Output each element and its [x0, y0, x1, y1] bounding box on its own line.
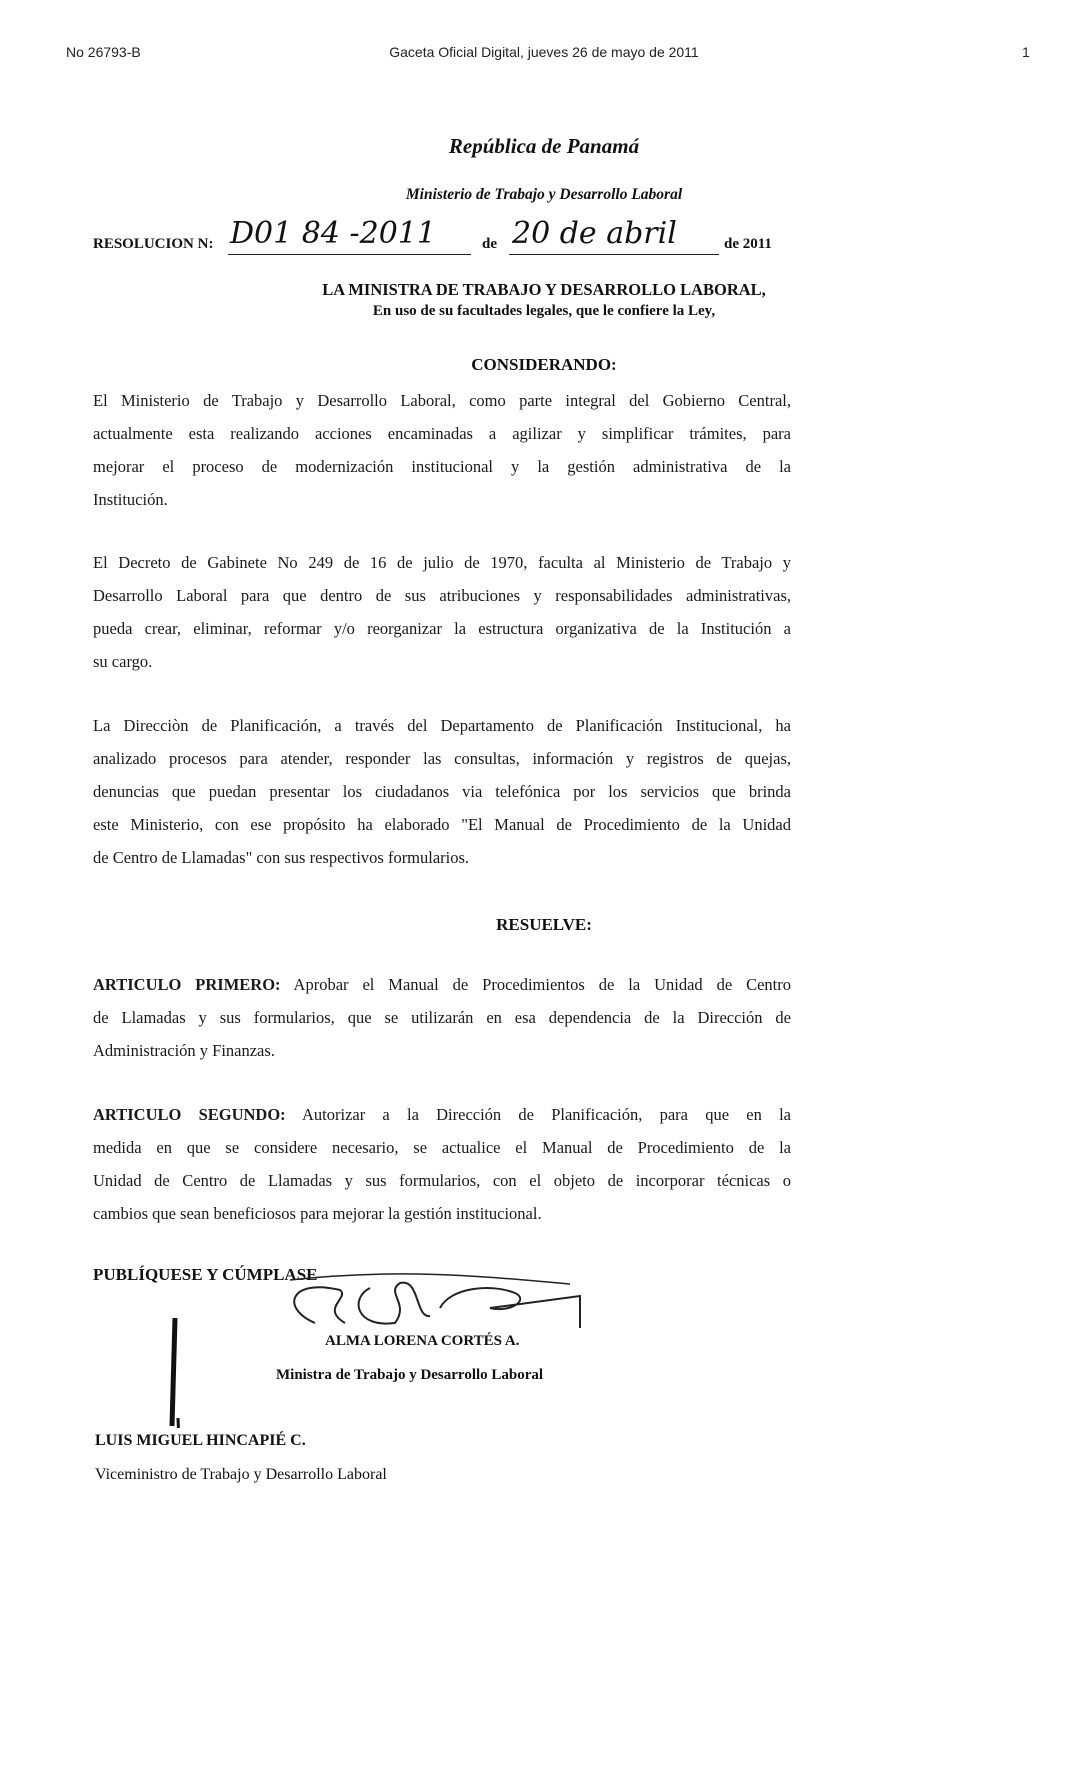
header-page-number: 1 [1022, 44, 1030, 60]
considerando-paragraph-2 [93, 546, 791, 678]
text-line: Desarrollo Laboral para que dentro de sus atribuciones y responsabilidades administrativas, [93, 586, 791, 605]
text-line: cambios que sean beneficiosos para mejorar la gestión institucional. [93, 1204, 542, 1223]
document-title: República de Panamá [448, 134, 640, 158]
resolution-year: de 2011 [724, 236, 772, 252]
resuelve-heading: RESUELVE: [496, 915, 592, 934]
text-line: mejorar el proceso de modernización institucional y la gestión administrativa de la [93, 457, 791, 476]
text-line: este Ministerio, con ese propósito ha elaborado "El Manual de Procedimiento de la Unidad [93, 815, 791, 834]
text-line: medida en que se considere necesario, se actualice el Manual de Procedimiento de la [93, 1138, 791, 1157]
signatory2-name: LUIS MIGUEL HINCAPIÉ C. [95, 1432, 306, 1449]
considerando-paragraph-3 [93, 709, 791, 874]
text-line: Unidad de Centro de Llamadas y sus formularios, con el objeto de incorporar técnicas o [93, 1171, 791, 1190]
text-line: su cargo. [93, 652, 153, 671]
resolution-date: 20 de abril [512, 216, 677, 251]
text-line: de Llamadas y sus formularios, que se utilizarán en esa dependencia de la Dirección de [93, 1008, 791, 1027]
resolution-number: D01 84 -2011 [230, 216, 436, 251]
article-label: ARTICULO SEGUNDO: [93, 1105, 286, 1124]
text-line: Administración y Finanzas. [93, 1041, 275, 1060]
signatory1-title: Ministra de Trabajo y Desarrollo Laboral [276, 1367, 544, 1383]
text-line: El Decreto de Gabinete No 249 de 16 de julio de 1970, faculta al Ministerio de Trabajo y [93, 553, 791, 572]
article-primero [93, 968, 791, 1067]
header-left: No 26793-B [66, 44, 141, 60]
text-line: ARTICULO PRIMERO: Aprobar el Manual de Procedimientos de la Unidad de Centro [93, 975, 792, 994]
considerando-paragraph-1 [93, 384, 791, 516]
text-line: analizado procesos para atender, responder las consultas, información y registros de quejas, [93, 749, 791, 768]
resolution-number-underline [228, 254, 471, 255]
signatory1-name: ALMA LORENA CORTÉS A. [325, 1333, 520, 1349]
authority-subtitle: En uso de su facultades legales, que le confiere la Ley, [372, 303, 716, 319]
authority-title: LA MINISTRA DE TRABAJO Y DESARROLLO LABORAL, [322, 280, 766, 299]
considerando-heading: CONSIDERANDO: [471, 355, 617, 374]
ministry-name: Ministerio de Trabajo y Desarrollo Laboral [405, 186, 683, 203]
text-line: denuncias que puedan presentar los ciudadanos via telefónica por los servicios que brinda [93, 782, 791, 801]
text-line: actualmente esta realizando acciones encaminadas a agilizar y simplificar trámites, para [93, 424, 791, 443]
text-line: ARTICULO SEGUNDO: Autorizar a la Dirección de Planificación, para que en la [93, 1105, 791, 1124]
resolution-label: RESOLUCION N: [93, 236, 214, 252]
text-line: pueda crear, eliminar, reformar y/o reorganizar la estructura organizativa de la Institución a [93, 619, 791, 638]
signatory2-title: Viceministro de Trabajo y Desarrollo Laboral [95, 1466, 387, 1483]
text-line: de Centro de Llamadas" con sus respectivos formularios. [93, 848, 470, 867]
text-line: Institución. [93, 490, 168, 509]
article-segundo [93, 1098, 791, 1230]
closing-formula: PUBLÍQUESE Y CÚMPLASE [93, 1265, 318, 1284]
resolution-date-underline [509, 254, 719, 255]
header-center: Gaceta Oficial Digital, jueves 26 de mayo de 2011 [389, 44, 699, 60]
text-line: La Direcciòn de Planificación, a través del Departamento de Planificación Institucional, ha [93, 716, 791, 735]
text-line: El Ministerio de Trabajo y Desarrollo Laboral, como parte integral del Gobierno Central, [93, 391, 791, 410]
article-label: ARTICULO PRIMERO: [93, 975, 281, 994]
resolution-de-label: de [482, 236, 497, 252]
